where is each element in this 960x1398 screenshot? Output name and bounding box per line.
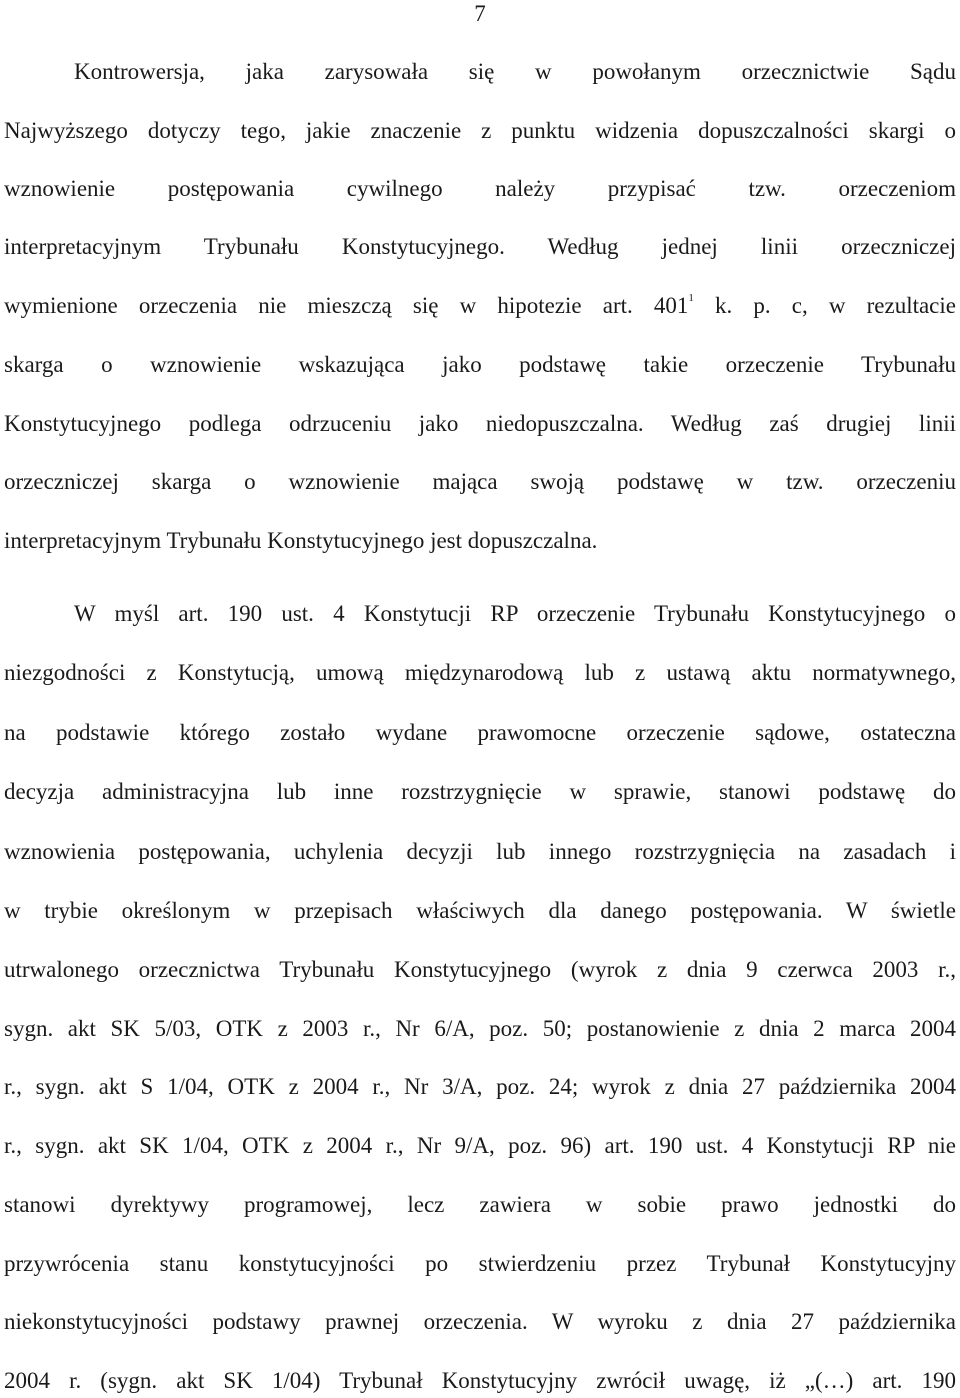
page-number: 7 — [474, 1, 486, 26]
text-line: wznowienia postępowania, uchylenia decyzji lub innego rozstrzygnięcia na zasadach i — [4, 839, 956, 864]
text-line: skarga o wznowienie wskazująca jako podstawę takie orzeczenie Trybunału — [4, 352, 956, 377]
footnote-superscript: 1 — [688, 292, 694, 304]
text-line: stanowi dyrektywy programowej, lecz zawiera w sobie prawo jednostki do — [4, 1192, 956, 1217]
text-line: decyzja administracyjna lub inne rozstrzygnięcie w sprawie, stanowi podstawę do — [4, 779, 956, 804]
text-line: r., sygn. akt SK 1/04, OTK z 2004 r., Nr 9/A, poz. 96) art. 190 ust. 4 Konstytucji RP nie — [4, 1133, 956, 1158]
text-line: W myśl art. 190 ust. 4 Konstytucji RP orzeczenie Trybunału Konstytucyjnego o — [74, 601, 956, 626]
text-line: w trybie określonym w przepisach właściwych dla danego postępowania. W świetle — [4, 898, 956, 923]
text-line: wznowienie postępowania cywilnego należy przypisać tzw. orzeczeniom — [4, 176, 956, 201]
text-line: niekonstytucyjności podstawy prawnej orzeczenia. W wyroku z dnia 27 października — [4, 1309, 956, 1334]
text-line: interpretacyjnym Trybunału Konstytucyjnego. Według jednej linii orzeczniczej — [4, 234, 956, 259]
text-line: niezgodności z Konstytucją, umową międzynarodową lub z ustawą aktu normatywnego, — [4, 660, 956, 685]
text-line: Najwyższego dotyczy tego, jakie znaczenie z punktu widzenia dopuszczalności skargi o — [4, 118, 956, 143]
text-line: orzeczniczej skarga o wznowienie mająca swoją podstawę w tzw. orzeczeniu — [4, 469, 956, 494]
text-line: utrwalonego orzecznictwa Trybunału Konstytucyjnego (wyrok z dnia 9 czerwca 2003 r., — [4, 957, 956, 982]
text-line: Konstytucyjnego podlega odrzuceniu jako niedopuszczalna. Według zaś drugiej linii — [4, 411, 956, 436]
text-line: interpretacyjnym Trybunału Konstytucyjnego jest dopuszczalna. — [4, 528, 598, 553]
text-segment: wymienione orzeczenia nie mieszczą się w hipotezie art. 401 — [4, 293, 689, 318]
text-line: sygn. akt SK 5/03, OTK z 2003 r., Nr 6/A, poz. 50; postanowienie z dnia 2 marca 2004 — [4, 1016, 956, 1041]
text-line: przywrócenia stanu konstytucyjności po stwierdzeniu przez Trybunał Konstytucyjny — [4, 1251, 956, 1276]
text-line: na podstawie którego zostało wydane prawomocne orzeczenie sądowe, ostateczna — [4, 720, 956, 745]
text-line: r., sygn. akt S 1/04, OTK z 2004 r., Nr 3/A, poz. 24; wyrok z dnia 27 października 2004 — [4, 1074, 956, 1099]
text-line — [4, 290, 956, 322]
text-segment: k. p. c, w rezultacie — [693, 293, 956, 318]
text-line: Kontrowersja, jaka zarysowała się w powołanym orzecznictwie Sądu — [74, 59, 956, 84]
text-line: 2004 r. (sygn. akt SK 1/04) Trybunał Konstytucyjny zwrócił uwagę, iż „(…) art. 190 — [4, 1368, 956, 1393]
